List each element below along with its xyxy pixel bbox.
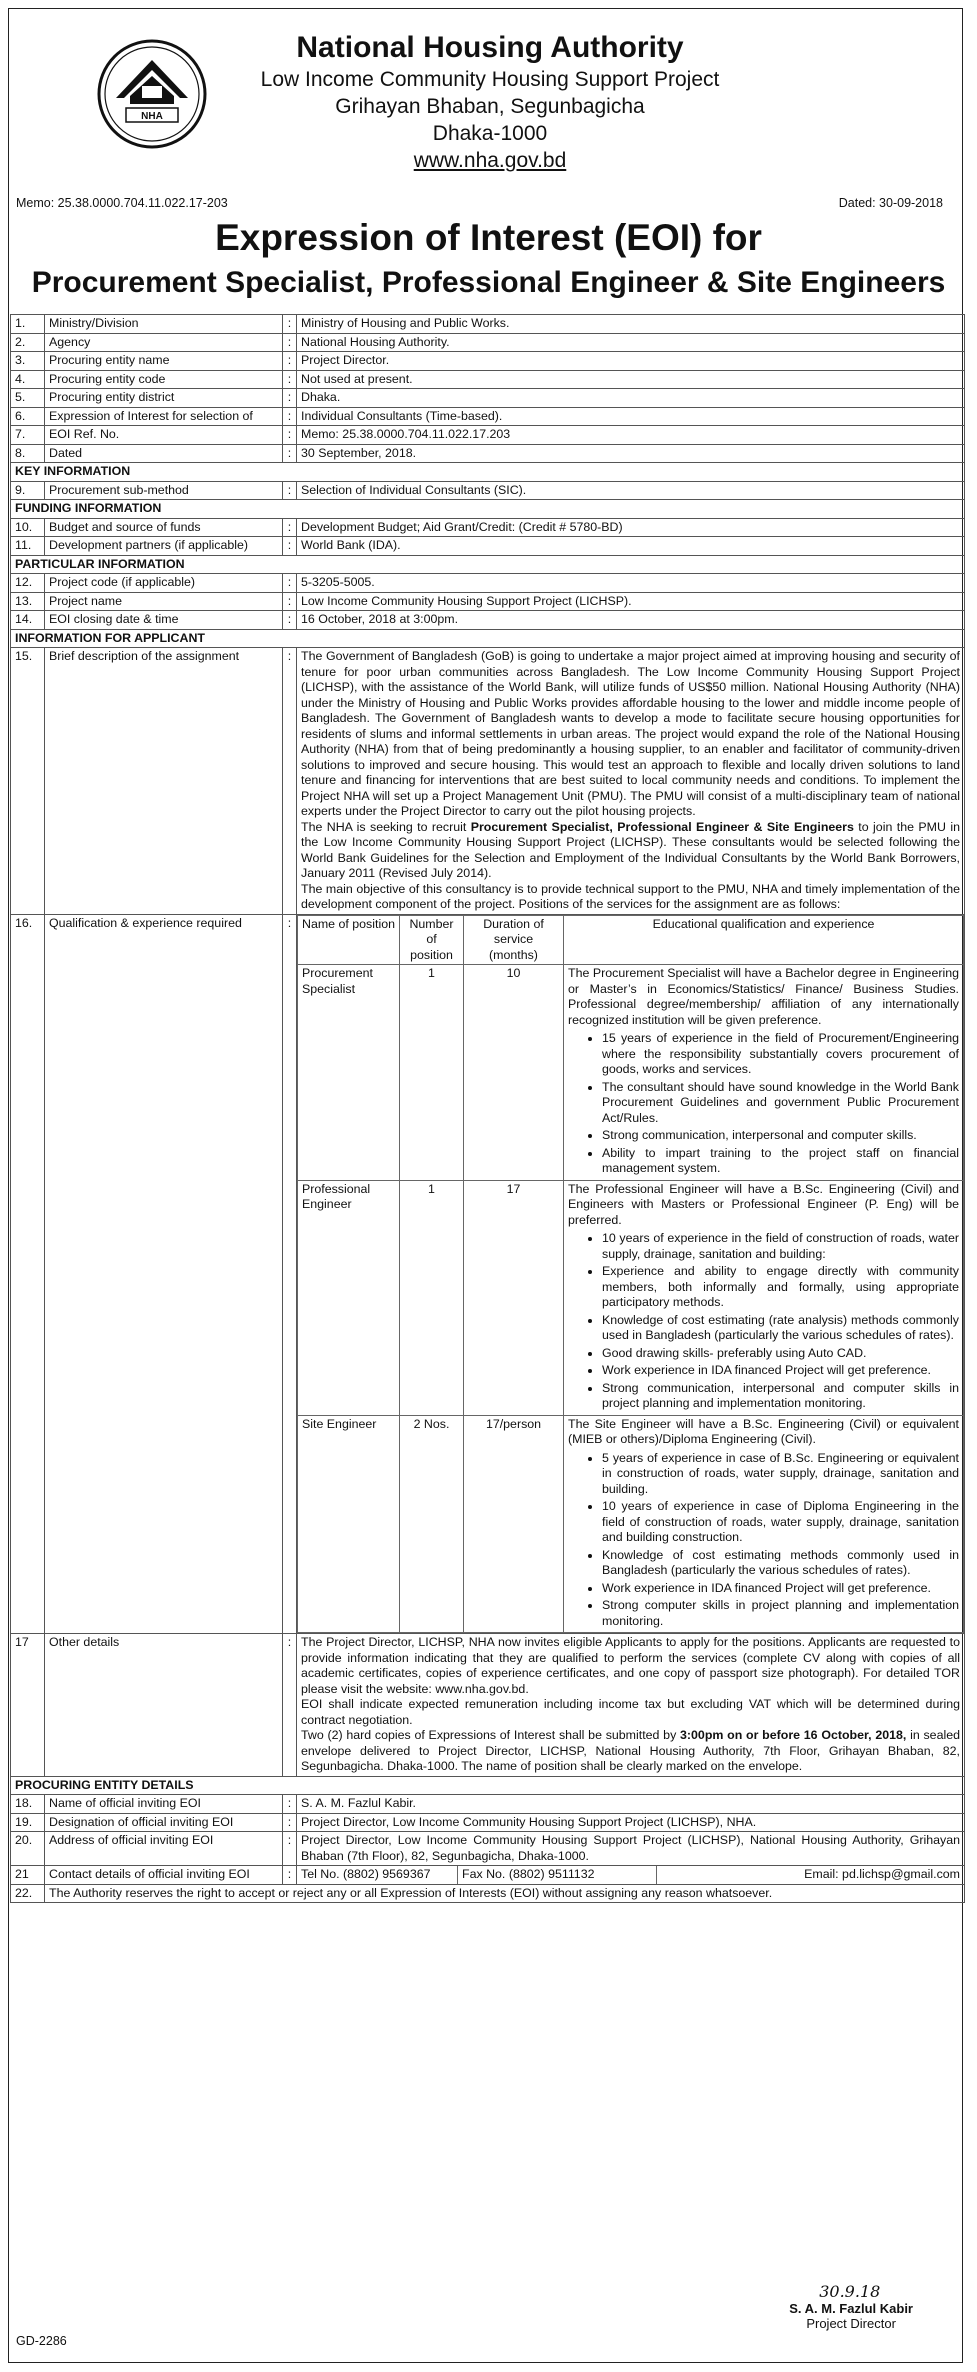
email-contact: Email: pd.lichsp@gmail.com [804, 1867, 960, 1881]
letterhead [200, 30, 780, 174]
table-row: 6. Expression of Interest for selection of : Individual Consultants (Time-based). [11, 407, 965, 426]
signatory-designation: Project Director [806, 2316, 896, 2331]
list-item: • 15 years of experience in the field of Procurement/Engineering where the responsibility substantially covers procurement of goods, works and services. [602, 1031, 959, 1078]
table-row: 9. Procurement sub-method : Selection of Individual Consultants (SIC). [11, 481, 965, 500]
email-link[interactable]: pd.lichsp@gmail.com [842, 1867, 960, 1881]
list-item: • 10 years of experience in case of Diploma Engineering in the field of construction of roads, water supply, drainage, sanitation and building construction. [602, 1499, 959, 1546]
footer-code: GD-2286 [16, 2334, 67, 2348]
table-row: 4. Procuring entity code : Not used at present. [11, 370, 965, 389]
logo-text: NHA [141, 111, 163, 122]
qualification-row: 16. Qualification & experience required : Name of position Number of position Duration of service (months) Educational qualification and experience Procurement Specialist 1 10 The Procurement Specialist will have a Bachelor degree in Engineering or Master’s in Economics/Statistics/ Finance/ Business Studies. Professional degree/membership/ affiliation of any internationally recognized institution will be given preference. • 15 years of experience in the field of Procurement/Engineering where the responsibility substantially covers procurement of goods, works and services. • The consultant should have sound knowledge in the World Bank Procurement Guidelines and government Public Procurement Act/Rules. • Strong communication, interpersonal and computer skills. • Ability to impart training to the project staff on financial management system. Professional Engineer 1 17 The Professional Engineer will have a B.Sc. Engineering (Civil) and Engineers with Masters or Professional Engineer (P. Eng) will be preferred. • 10 years of experience in the field of construction of roads, water supply, drainage, sanitation and building: • Experience and ability to engage directly with community members, both informally and formally, using appropriate participatory methods. • Knowledge of cost estimating (rate analysis) methods commonly used in Bangladesh (particularly the various schedules of rates). • Good drawing skills- preferably using Auto CAD. • Work experience in IDA financed Project will get preference. • Strong communication, interpersonal and computer skills in project planning and implementation monitoring. Site Engineer 2 Nos. 17/person The Site Engineer will have a B.Sc. Engineering (Civil) or equivalent (MIEB or others)/Diploma Engineering (Civil). • 5 years of experience in case of B.Sc. Engineering or equivalent in construction of roads, water supply, drainage, sanitation and building. • 10 years of experience in case of Diploma Engineering in the field of construction of roads, water supply, drainage, sanitation and building construction. • Knowledge of cost estimating methods commonly used in Bangladesh (particularly the various schedules of rates). • Work experience in IDA financed Project will get preference. • Strong computer skills in project planning and implementation monitoring. [11, 914, 965, 1634]
list-item: • Strong communication, interpersonal and computer skills in project planning and implementation monitoring. [602, 1381, 959, 1412]
table-row: 18. Name of official inviting EOI : S. A. M. Fazlul Kabir. [11, 1795, 965, 1814]
table-row: 13. Project name : Low Income Community Housing Support Project (LICHSP). [11, 592, 965, 611]
list-item: • Strong communication, interpersonal and computer skills. [602, 1128, 959, 1144]
table-row: 11. Development partners (if applicable) : World Bank (IDA). [11, 537, 965, 556]
table-row: 2. Agency : National Housing Authority. [11, 333, 965, 352]
list-item: • Work experience in IDA financed Project will get preference. [602, 1363, 959, 1379]
list-item: • 5 years of experience in case of B.Sc. Engineering or equivalent in construction of roads, water supply, drainage, sanitation and building. [602, 1451, 959, 1498]
section-heading-funding: FUNDING INFORMATION [11, 500, 965, 519]
positions-header: Name of position Number of position Duration of service (months) Educational qualification and experience [298, 915, 964, 965]
other-details-row: 17 Other details : The Project Director, LICHSP, NHA now invites eligible Applicants to apply for the positions. Applicants are requested to provide information indicating that they are qualified to perform the services (complete CV along with copies of all academic certificates, copies of experience certificates, and one copy of passport size photograph). For detailed TOR please visit the website: www.nha.gov.bd. EOI shall indicate expected remuneration including income tax but excluding VAT which will be determined during contract negotiation. Two (2) hard copies of Expressions of Interest shall be submitted by 3:00pm on or before 16 October, 2018, in sealed envelope delivered to Project Director, LICHSP, National Housing Authority, 7th Floor, Grihayan Bhaban, 82, Segunbagicha. Dhaka-1000. The name of position shall be clearly marked on the envelope. [11, 1634, 965, 1777]
assignment-paragraph: The main objective of this consultancy is to provide technical support to the PMU, NHA and timely implementation of the development component of the project. Positions of the services for the assignment are as follows: [301, 881, 960, 911]
list-item: • Knowledge of cost estimating methods commonly used in Bangladesh (particularly the various schedules of rates). [602, 1548, 959, 1579]
section-heading-procuring: PROCURING ENTITY DETAILS [11, 1776, 965, 1795]
list-item: • Experience and ability to engage directly with community members, both informally and formally, using appropriate participatory methods. [602, 1264, 959, 1311]
list-item: • Good drawing skills- preferably using Auto CAD. [602, 1346, 959, 1362]
table-row: 10. Budget and source of funds : Development Budget; Aid Grant/Credit: (Credit # 5780-BD) [11, 518, 965, 537]
assignment-description-row: 15. Brief description of the assignment : The Government of Bangladesh (GoB) is going to undertake a major project aimed at improving housing and security of tenure for poor urban communities across Bangladesh. The Low Income Community Housing Support Project (LICHSP), with the assistance of the World Bank, will utilize funds of US$50 million. National Housing Authority (NHA) under the Ministry of Housing and Public Works provides affordable housing to the lower and middle income people of Bangladesh. The Government of Bangladesh wants to develop a mode to facilitate secure housing opportunities for residents of slums and informal settlements in urban areas. The project would expand the role of the National Housing Authority (NHA) from that of being predominantly a housing supplier, to an enabler and facilitator of community-driven solutions to improved and secure housing. This would test an approach to flexible and locally driven solutions to land tenure and financing for interventions that are best suited to local community needs and conditions. To implement the Project NHA will set up a Project Management Unit (PMU). The PMU will consist of a multi-disciplinary team of national experts under the Project Director to carry out the pilot housing projects. The NHA is seeking to recruit Procurement Specialist, Professional Engineer & Site Engineers to join the PMU in the Low Income Community Housing Support Project (LICHSP). These consultants would be selected following the World Bank Guidelines for the Selection and Employment of the Individual Consultants by the World Bank Borrowers, January 2011 (Revised July 2014). The main objective of this consultancy is to provide technical support to the PMU, NHA and timely implementation of the development component of the project. Positions of the services for the assignment are as follows: [11, 648, 965, 915]
position-row: Site Engineer 2 Nos. 17/person The Site Engineer will have a B.Sc. Engineering (Civil) or equivalent (MIEB or others)/Diploma Engineering (Civil). • 5 years of experience in case of B.Sc. Engineering or equivalent in construction of roads, water supply, drainage, sanitation and building. • 10 years of experience in case of Diploma Engineering in the field of construction of roads, water supply, drainage, sanitation and building construction. • Knowledge of cost estimating methods commonly used in Bangladesh (particularly the various schedules of rates). • Work experience in IDA financed Project will get preference. • Strong computer skills in project planning and implementation monitoring. [298, 1415, 964, 1633]
list-item: • Strong computer skills in project planning and implementation monitoring. [602, 1598, 959, 1629]
list-item: • The consultant should have sound knowledge in the World Bank Procurement Guidelines and government Public Procurement Act/Rules. [602, 1080, 959, 1127]
position-row: Professional Engineer 1 17 The Professional Engineer will have a B.Sc. Engineering (Civil) and Engineers with Masters or Professional Engineer (P. Eng) will be preferred. • 10 years of experience in the field of construction of roads, water supply, drainage, sanitation and building: • Experience and ability to engage directly with community members, both informally and formally, using appropriate participatory methods. • Knowledge of cost estimating (rate analysis) methods commonly used in Bangladesh (particularly the various schedules of rates). • Good drawing skills- preferably using Auto CAD. • Work experience in IDA financed Project will get preference. • Strong communication, interpersonal and computer skills in project planning and implementation monitoring. [298, 1180, 964, 1415]
assignment-paragraph: The NHA is seeking to recruit Procurement Specialist, Professional Engineer & Site Engineers to join the PMU in the Low Income Community Housing Support Project (LICHSP). These consultants would be selected following the World Bank Guidelines for the Selection and Employment of the Individual Consultants by the World Bank Borrowers, January 2011 (Revised July 2014). [301, 819, 960, 880]
table-row: 5. Procuring entity district : Dhaka. [11, 389, 965, 408]
table-row: 22. The Authority reserves the right to accept or reject any or all Expression of Interests (EOI) without assigning any reason whatsoever. [11, 1884, 965, 1903]
page-title: Expression of Interest (EOI) for [215, 217, 762, 258]
table-row: 12. Project code (if applicable) : 5-3205-5005. [11, 574, 965, 593]
memo-line [16, 196, 943, 210]
table-row: 19. Designation of official inviting EOI : Project Director, Low Income Community Housing Support Project (LICHSP), NHA. [11, 1813, 965, 1832]
table-row: 20. Address of official inviting EOI : Project Director, Low Income Community Housing Support Project (LICHSP), National Housing Authority, Grihayan Bhaban (7th Floor), 82, Segunbagicha, Dhaka-1000. [11, 1832, 965, 1866]
eoi-table [10, 314, 965, 1903]
handwritten-signature: 30.9.18 [819, 2282, 881, 2301]
website-link[interactable]: www.nha.gov.bd [413, 149, 567, 172]
section-heading-key: KEY INFORMATION [11, 463, 965, 482]
tel-number: Tel No. (8802) 9569367 [297, 1866, 458, 1884]
list-item: • Ability to impart training to the project staff on financial management system. [602, 1146, 959, 1177]
memo-date: Dated: 30-09-2018 [838, 196, 943, 210]
fax-number: Fax No. (8802) 9511132 [458, 1866, 657, 1884]
list-item: • Work experience in IDA financed Project will get preference. [602, 1581, 959, 1597]
list-item: • 10 years of experience in the field of construction of roads, water supply, drainage, sanitation and building: [602, 1231, 959, 1262]
list-item: • Knowledge of cost estimating (rate analysis) methods commonly used in Bangladesh (particularly the various schedules of rates). [602, 1313, 959, 1344]
table-row: 14. EOI closing date & time : 16 October, 2018 at 3:00pm. [11, 611, 965, 630]
building-address: Grihayan Bhaban, Segunbagicha [335, 95, 645, 118]
table-row: 3. Procuring entity name : Project Director. [11, 352, 965, 371]
details-paragraph: EOI shall indicate expected remuneration including income tax but excluding VAT which will be determined during contract negotiation. [301, 1697, 960, 1727]
signature-block [789, 2282, 913, 2331]
section-heading-particular: PARTICULAR INFORMATION [11, 555, 965, 574]
project-name: Low Income Community Housing Support Project [260, 68, 720, 91]
details-paragraph: Two (2) hard copies of Expressions of Interest shall be submitted by 3:00pm on or before 16 October, 2018, in sealed envelope delivered to Project Director, LICHSP, National Housing Authority, 7th Floor, Grihayan Bhaban, 82, Segunbagicha. Dhaka-1000. The name of position shall be clearly marked on the envelope. [301, 1728, 960, 1773]
assignment-paragraph: The Government of Bangladesh (GoB) is going to undertake a major project aimed at improving housing and security of tenure for poor urban communities across Bangladesh. The Low Income Community Housing Support Project (LICHSP), with the assistance of the World Bank, will utilize funds of US$50 million. National Housing Authority (NHA) under the Ministry of Housing and Public Works provides affordable housing to the lower and middle income people of Bangladesh. The Government of Bangladesh wants to develop a mode to facilitate secure housing opportunities for residents of slums and informal settlements in urban areas. The project would expand the role of the National Housing Authority (NHA) from that of being predominantly a housing supplier, to an enabler and facilitator of community-driven solutions to improved and secure housing. This would test an approach to flexible and locally driven solutions to land tenure and financing for interventions that are best suited to local community needs and conditions. To implement the Project NHA will set up a Project Management Unit (PMU). The PMU will consist of a multi-disciplinary team of national experts under the Project Director to carry out the pilot housing projects. [301, 649, 960, 818]
table-row: 7. EOI Ref. No. : Memo: 25.38.0000.704.11.022.17.203 [11, 426, 965, 445]
section-heading-applicant: INFORMATION FOR APPLICANT [11, 629, 965, 648]
contact-row: 21 Contact details of official inviting EOI : Tel No. (8802) 9569367 Fax No. (8802) 9511132 Email: pd.lichsp@gmail.com [11, 1866, 965, 1885]
signatory-name: S. A. M. Fazlul Kabir [789, 2301, 913, 2316]
memo-number: Memo: 25.38.0000.704.11.022.17-203 [16, 196, 228, 210]
positions-table [297, 915, 964, 1634]
details-paragraph: The Project Director, LICHSP, NHA now invites eligible Applicants to apply for the positions. Applicants are requested to provide information indicating that they are qualified to perform the services (complete CV along with copies of all academic certificates, copies of experience certificates, and one copy of passport size photograph). For detailed TOR please visit the website: www.nha.gov.bd. [301, 1635, 960, 1696]
position-row: Procurement Specialist 1 10 The Procurement Specialist will have a Bachelor degree in Engineering or Master’s in Economics/Statistics/ Finance/ Business Studies. Professional degree/membership/ affiliation of any internationally recognized institution will be given preference. • 15 years of experience in the field of Procurement/Engineering where the responsibility substantially covers procurement of goods, works and services. • The consultant should have sound knowledge in the World Bank Procurement Guidelines and government Public Procurement Act/Rules. • Strong communication, interpersonal and computer skills. • Ability to impart training to the project staff on financial management system. [298, 965, 964, 1181]
org-name: National Housing Authority [296, 31, 684, 64]
city: Dhaka-1000 [432, 122, 548, 145]
nha-logo-icon [96, 38, 208, 150]
page-subtitle: Procurement Specialist, Professional Engineer & Site Engineers [31, 266, 946, 299]
table-row: 8. Dated : 30 September, 2018. [11, 444, 965, 463]
tor-website-link[interactable]: www.nha.gov.bd [435, 1681, 526, 1696]
table-row: 1. Ministry/Division : Ministry of Housing and Public Works. [11, 315, 965, 334]
